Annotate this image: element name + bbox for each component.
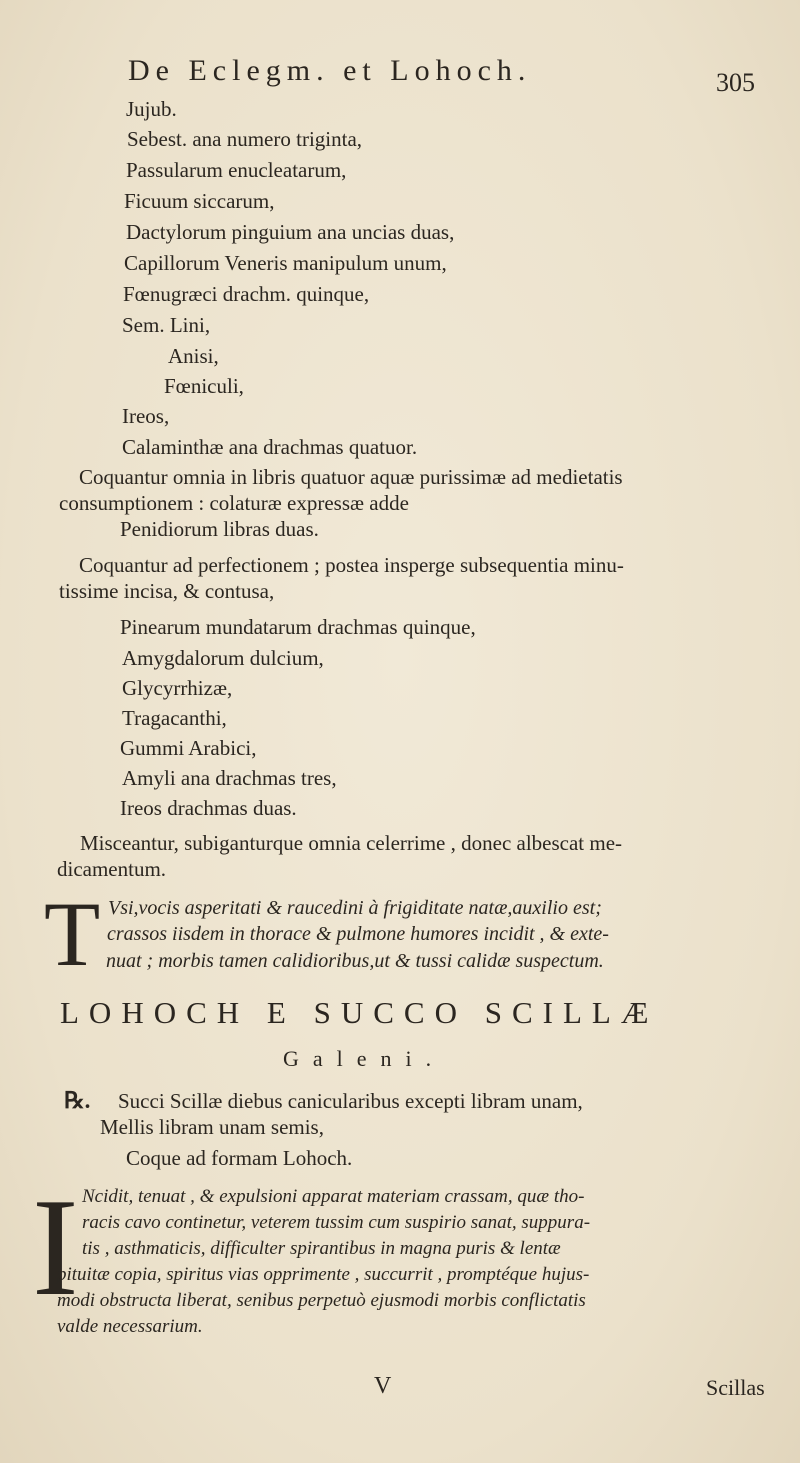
note-line: modi obstructa liberat, senibus perpetuò ejusmodi morbis conflictatis [57,1290,586,1311]
note-line: racis cavo continetur, veterem tussim cum suspirio sanat, suppura- [82,1212,591,1233]
ingredient-line: Succi Scillæ diebus canicularibus excepti libram unam, [118,1089,583,1113]
section-subtitle: Galeni. [283,1046,446,1071]
ingredient-line: Calaminthæ ana drachmas quatuor. [122,435,418,459]
ingredient-line: Jujub. [126,97,177,121]
ingredient-line: Dactylorum pinguium ana uncias duas, [126,220,455,244]
instruction-line: tissime incisa, & contusa, [59,579,275,603]
ingredient-line: Capillorum Veneris manipulum unum, [124,251,447,275]
ingredient-line: Fœnugræci drachm. quinque, [123,282,370,306]
ingredient-line: Sebest. ana numero triginta, [127,127,363,151]
ingredient-line: Mellis libram unam semis, [100,1115,324,1139]
ingredient-line: Sem. Lini, [122,313,211,337]
instruction-line: Misceantur, subiganturque omnia celerrime , donec albescat me- [80,831,623,855]
note-line: valde necessarium. [57,1316,203,1337]
instruction-line: dicamentum. [57,857,167,881]
ingredient-line: Amygdalorum dulcium, [122,646,324,670]
drop-cap: T [44,883,101,985]
running-title: De Eclegm. et Lohoch. [128,54,532,87]
signature-mark: V [374,1373,392,1399]
note-line: pituitæ copia, spiritus vias opprimente , succurrit , promptéque hujus- [57,1264,590,1285]
ingredient-line: Ireos, [122,404,170,428]
drop-cap: I [32,1170,79,1325]
ingredient-line: Gummi Arabici, [120,736,257,760]
catchword: Scillas [706,1375,765,1400]
note-line: Ncidit, tenuat , & expulsioni apparat materiam crassam, quæ tho- [82,1186,585,1207]
note-line: tis , asthmaticis, difficulter spirantibus in magna puris & lentæ [82,1238,561,1259]
note-line: nuat ; morbis tamen calidioribus,ut & tussi calidæ suspectum. [106,950,604,972]
ingredient-line: Tragacanthi, [122,706,227,730]
section-title: LOHOCH E SUCCO SCILLÆ [60,995,659,1030]
instruction-line: Coquantur omnia in libris quatuor aquæ purissimæ ad medietatis [79,465,623,489]
ingredient-line: Amyli ana drachmas tres, [122,766,337,790]
instruction-line: consumptionem : colaturæ expressæ adde [59,491,409,515]
ingredient-line: Passularum enucleatarum, [126,158,347,182]
ingredient-line: Fœniculi, [164,374,244,398]
ingredient-line: Pinearum mundatarum drachmas quinque, [120,615,476,639]
ingredient-line: Coque ad formam Lohoch. [126,1146,353,1170]
ingredient-line: Ireos drachmas duas. [120,796,297,820]
note-line: Vsi,vocis asperitati & raucedini à frigiditate natæ,auxilio est; [108,897,602,919]
note-line: crassos iisdem in thorace & pulmone humores incidit , & exte- [107,923,609,945]
ingredient-line: Anisi, [168,344,219,368]
ingredient-line: Glycyrrhizæ, [122,676,233,700]
recipe-symbol: ℞. [64,1088,91,1113]
instruction-line: Penidiorum libras duas. [120,517,319,541]
instruction-line: Coquantur ad perfectionem ; postea insperge subsequentia minu- [79,553,624,577]
page-number: 305 [716,68,755,97]
ingredient-line: Ficuum siccarum, [124,189,275,213]
